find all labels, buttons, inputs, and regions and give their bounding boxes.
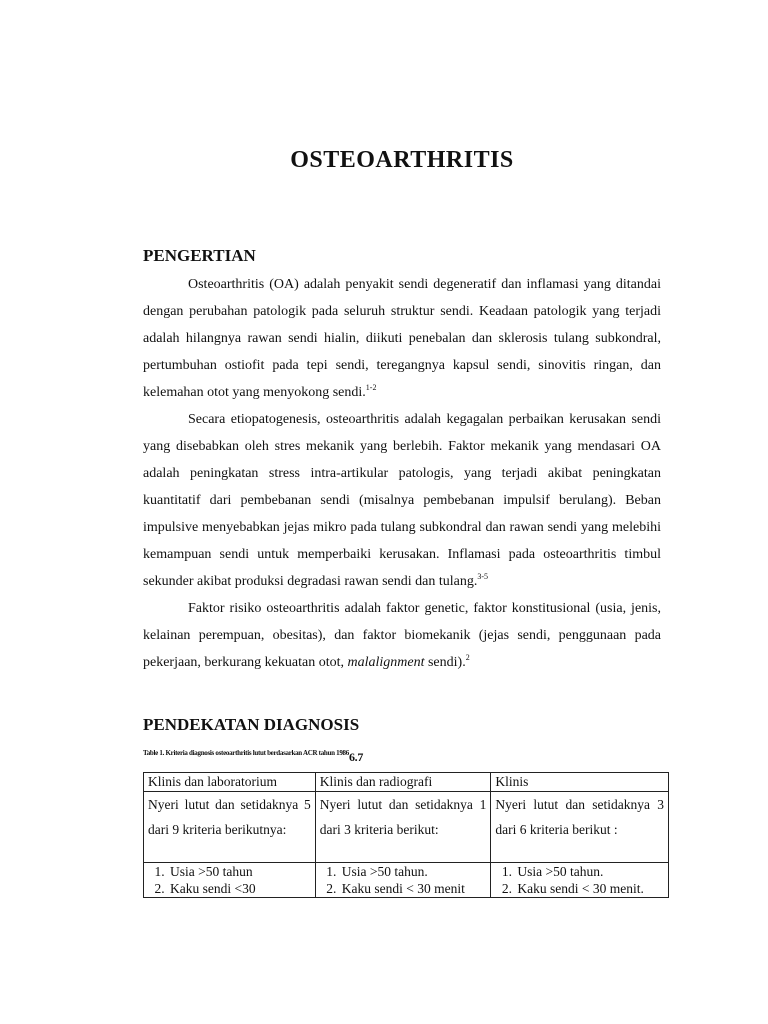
- caption-ref: 6.7: [348, 750, 364, 764]
- footnote-ref: 3-5: [477, 572, 489, 581]
- criteria-list: [495, 863, 664, 897]
- table-row: [144, 863, 669, 898]
- list-item: 2. Kaku sendi < 30 menit.: [515, 880, 664, 897]
- table-cell: Nyeri lutut dan setidaknya 5 dari 9 kriteria berikutnya:: [144, 792, 316, 863]
- list-item: 1. Usia >50 tahun: [168, 863, 311, 880]
- table-cell: Nyeri lutut dan setidaknya 3 dari 6 kriteria berikut :: [491, 792, 669, 863]
- criteria-list: [320, 863, 487, 897]
- list-item: 2. Kaku sendi <30: [168, 880, 311, 897]
- section-body-pengertian: [143, 271, 661, 676]
- criteria-table: [143, 772, 669, 898]
- table-cell: [491, 863, 669, 898]
- criteria-list: [148, 863, 311, 897]
- table-caption: Table 1. Kriteria diagnosis osteoarthritis lutut berdasarkan ACR tahun 19866.7: [143, 749, 364, 764]
- table-header-cell: Klinis dan radiografi: [315, 773, 491, 792]
- paragraph-2: Secara etiopatogenesis, osteoarthritis adalah kegagalan perbaikan kerusakan sendi yang disebabkan oleh stres mekanik yang berlebih. Faktor mekanik yang mendasari OA adalah peningkatan stress intra-artikular patologis, yang terjadi akibat peningkatan kuantitatif dari pembebanan sendi (misalnya pembebanan impulsif berulang). Beban impulsive menyebabkan jejas mikro pada tulang subkondral dan rawan sendi yang melebihi kemampuan sendi untuk memperbaiki kerusakan. Inflamasi pada osteoarthritis timbul sekunder akibat produksi degradasi rawan sendi dan tulang.$^{3-5}$: [143, 412, 661, 589]
- table-cell: [315, 863, 491, 898]
- paragraph-1: Osteoarthritis (OA) adalah penyakit sendi degeneratif dan inflamasi yang ditandai dengan perubahan patologik pada seluruh struktur sendi. Keadaan patologik yang terjadi adalah hilangnya rawan sendi hialin, diikuti penebalan dan sklerosis tulang subkondral, pertumbuhan ostiofit pada tepi sendi, teregangnya kapsul sendi, sinovitis ringan, dan kelemahan otot yang menyokong sendi.$^{1-2}$: [143, 277, 661, 400]
- section-heading-diagnosis: PENDEKATAN DIAGNOSIS: [143, 715, 360, 734]
- table-row: [144, 792, 669, 863]
- table-header-cell: Klinis dan laboratorium: [144, 773, 316, 792]
- list-item: 1. Usia >50 tahun.: [340, 863, 487, 880]
- list-item: 2. Kaku sendi < 30 menit: [340, 880, 487, 897]
- footnote-ref: 1-2: [365, 383, 377, 392]
- table-cell: Nyeri lutut dan setidaknya 1 dari 3 kriteria berikut:: [315, 792, 491, 863]
- document-title: OSTEOARTHRITIS: [290, 147, 514, 173]
- table-header-row: [144, 773, 669, 792]
- list-item: 1. Usia >50 tahun.: [515, 863, 664, 880]
- footnote-ref: 2: [465, 653, 470, 662]
- table-cell: [144, 863, 316, 898]
- paragraph-3: Faktor risiko osteoarthritis adalah faktor genetic, faktor konstitusional (usia, jenis, kelainan perempuan, obesitas), dan faktor biomekanik (jejas sendi, penggunaan pada pekerjaan, berkurang kekuatan otot, malalignment sendi).$^2$: [143, 601, 661, 670]
- table-header-cell: Klinis: [491, 773, 669, 792]
- section-heading-pengertian: PENGERTIAN: [143, 246, 256, 265]
- italic-term: malalignment: [347, 655, 425, 670]
